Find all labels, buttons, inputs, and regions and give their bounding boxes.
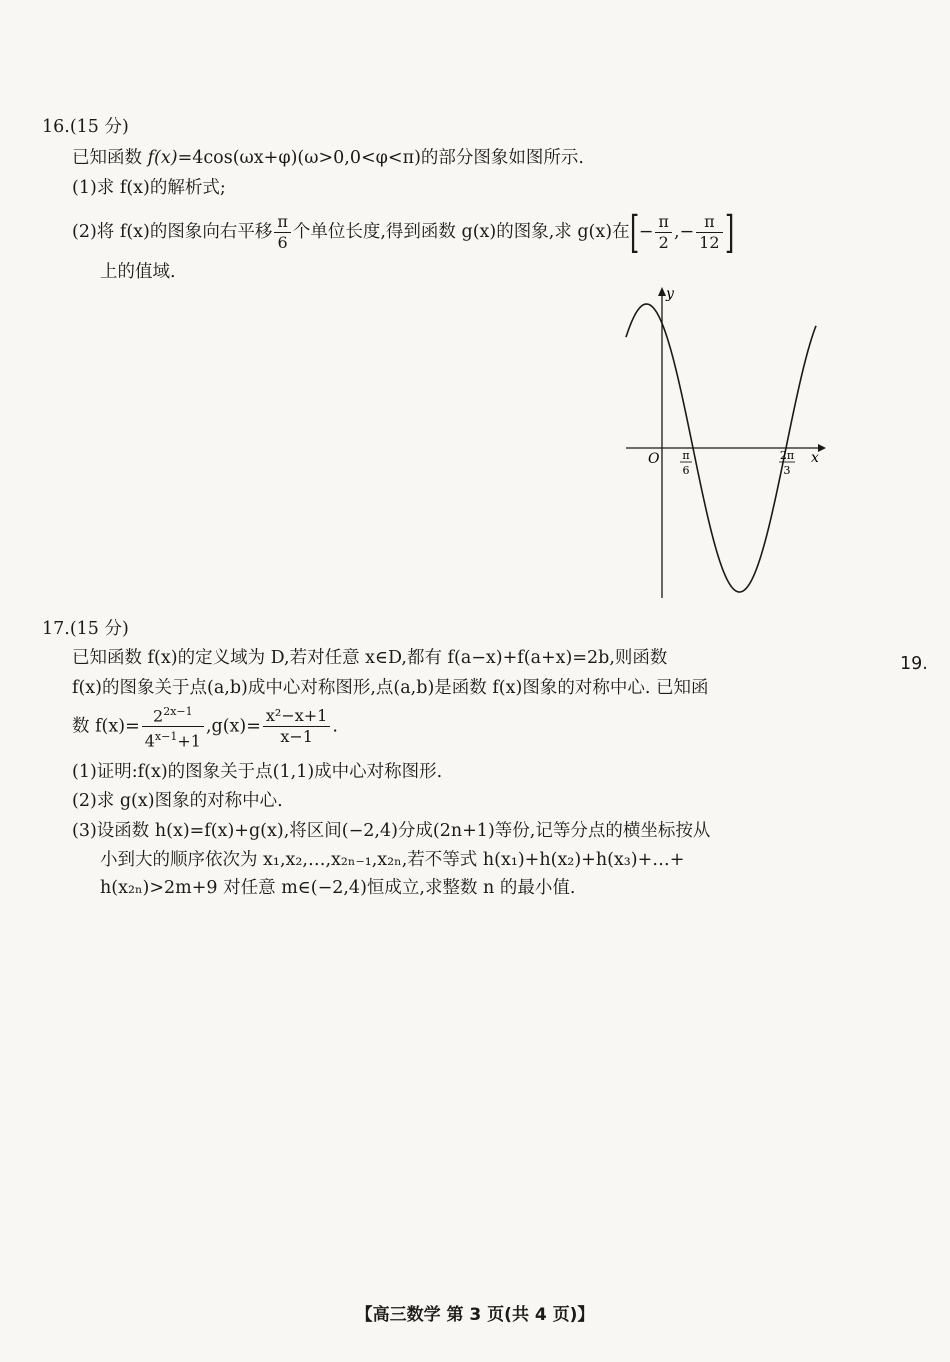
g-den: x−1: [280, 727, 313, 747]
q16-part2: (2)将 f(x)的图象向右平移 $\frac{\pi}{6}$ 个单位长度,得到函数 g(x)的图象,求 g(x)在[− $\frac{\pi}{2}$ ,− $\frac{\pi}{12}$ ]: [72, 206, 734, 258]
f-den-exp: x−1: [154, 730, 178, 744]
q17-number: 17.: [42, 619, 70, 639]
tick2-num: 2π: [779, 449, 795, 462]
q17-line3: [72, 702, 338, 752]
interval-left-den: 2: [658, 233, 669, 252]
q16-equation: =4cos(ωx+φ)(ω>0,0<φ<π)的部分图象如图所示.: [177, 148, 584, 168]
q16-part2-text-b: 个单位长度,得到函数 g(x)的图象,求 g(x)在: [292, 222, 630, 242]
q16-fx: f(x): [147, 148, 178, 168]
q17-f-def: 数 f(x)=: [72, 716, 140, 737]
x-axis-arrow: [818, 444, 826, 452]
f-den: [142, 727, 204, 751]
right-bracket: ]: [724, 206, 734, 258]
q16-part2-tail: 上的值域.: [100, 262, 176, 282]
interval-left-num: π: [655, 212, 672, 233]
f-num-exp: 2x−1: [163, 705, 193, 718]
q17-part3-line1: (3)设函数 h(x)=f(x)+g(x),将区间(−2,4)分成(2n+1)等份,记等分点的横坐标按从: [72, 821, 711, 841]
q16-number: 16.: [42, 117, 70, 137]
q19-number: 19.: [900, 654, 928, 674]
q16-part2-text-a: (2)将 f(x)的图象向右平移: [72, 222, 273, 242]
shift-fraction: [274, 212, 291, 253]
tick1-den: 6: [682, 464, 690, 477]
f-den-base: 4: [144, 731, 155, 751]
q17-header: [42, 617, 129, 641]
q17-score: (15 分): [69, 619, 129, 639]
q17-part3-line2: 小到大的顺序依次为 x₁,x₂,…,x₂ₙ₋₁,x₂ₙ,若不等式 h(x₁)+h(x₂)+h(x₃)+…+: [100, 850, 685, 870]
q17-g-def: ,g(x)=: [205, 716, 261, 737]
origin-label: O: [648, 451, 660, 467]
g-fraction: [263, 706, 330, 747]
y-axis-arrow: [658, 287, 666, 296]
tick1-num: π: [682, 449, 690, 462]
page-footer: 【高三数学 第 3 页(共 4 页)】: [355, 1305, 595, 1325]
q16-stem-text: 已知函数: [72, 148, 148, 168]
interval-left: [655, 212, 672, 253]
f-fraction: [142, 702, 204, 752]
cosine-graph: [618, 282, 828, 600]
q17-part1: (1)证明:f(x)的图象关于点(1,1)成中心对称图形.: [72, 762, 443, 782]
x-label: x: [811, 450, 819, 466]
f-num: [142, 702, 204, 727]
q17-line2: f(x)的图象关于点(a,b)成中心对称图形,点(a,b)是函数 f(x)图象的对称中心. 已知函: [72, 678, 709, 698]
interval-right-num: π: [696, 212, 722, 233]
f-num-base: 2: [153, 706, 164, 726]
q16-part1: (1)求 f(x)的解析式;: [72, 178, 226, 198]
q16-score: (15 分): [69, 117, 129, 137]
g-num: x²−x+1: [263, 706, 330, 727]
q17-period: .: [332, 716, 338, 737]
left-bracket: [: [629, 206, 639, 258]
q17-part3-line3: h(x₂ₙ)>2m+9 对任意 m∈(−2,4)恒成立,求整数 n 的最小值.: [100, 878, 576, 898]
shift-den: 6: [277, 233, 288, 252]
q17-line1: 已知函数 f(x)的定义域为 D,若对任意 x∈D,都有 f(a−x)+f(a+x)=2b,则函数: [72, 648, 668, 668]
q16-header: [42, 115, 129, 139]
f-den-tail: +1: [177, 731, 201, 751]
interval-right-den: 12: [699, 233, 720, 252]
shift-num: π: [274, 212, 291, 233]
y-label: y: [666, 286, 674, 302]
q17-part2: (2)求 g(x)图象的对称中心.: [72, 791, 283, 811]
tick2-den: 3: [783, 464, 791, 477]
q16-stem: [72, 146, 584, 170]
interval-right: [696, 212, 722, 253]
